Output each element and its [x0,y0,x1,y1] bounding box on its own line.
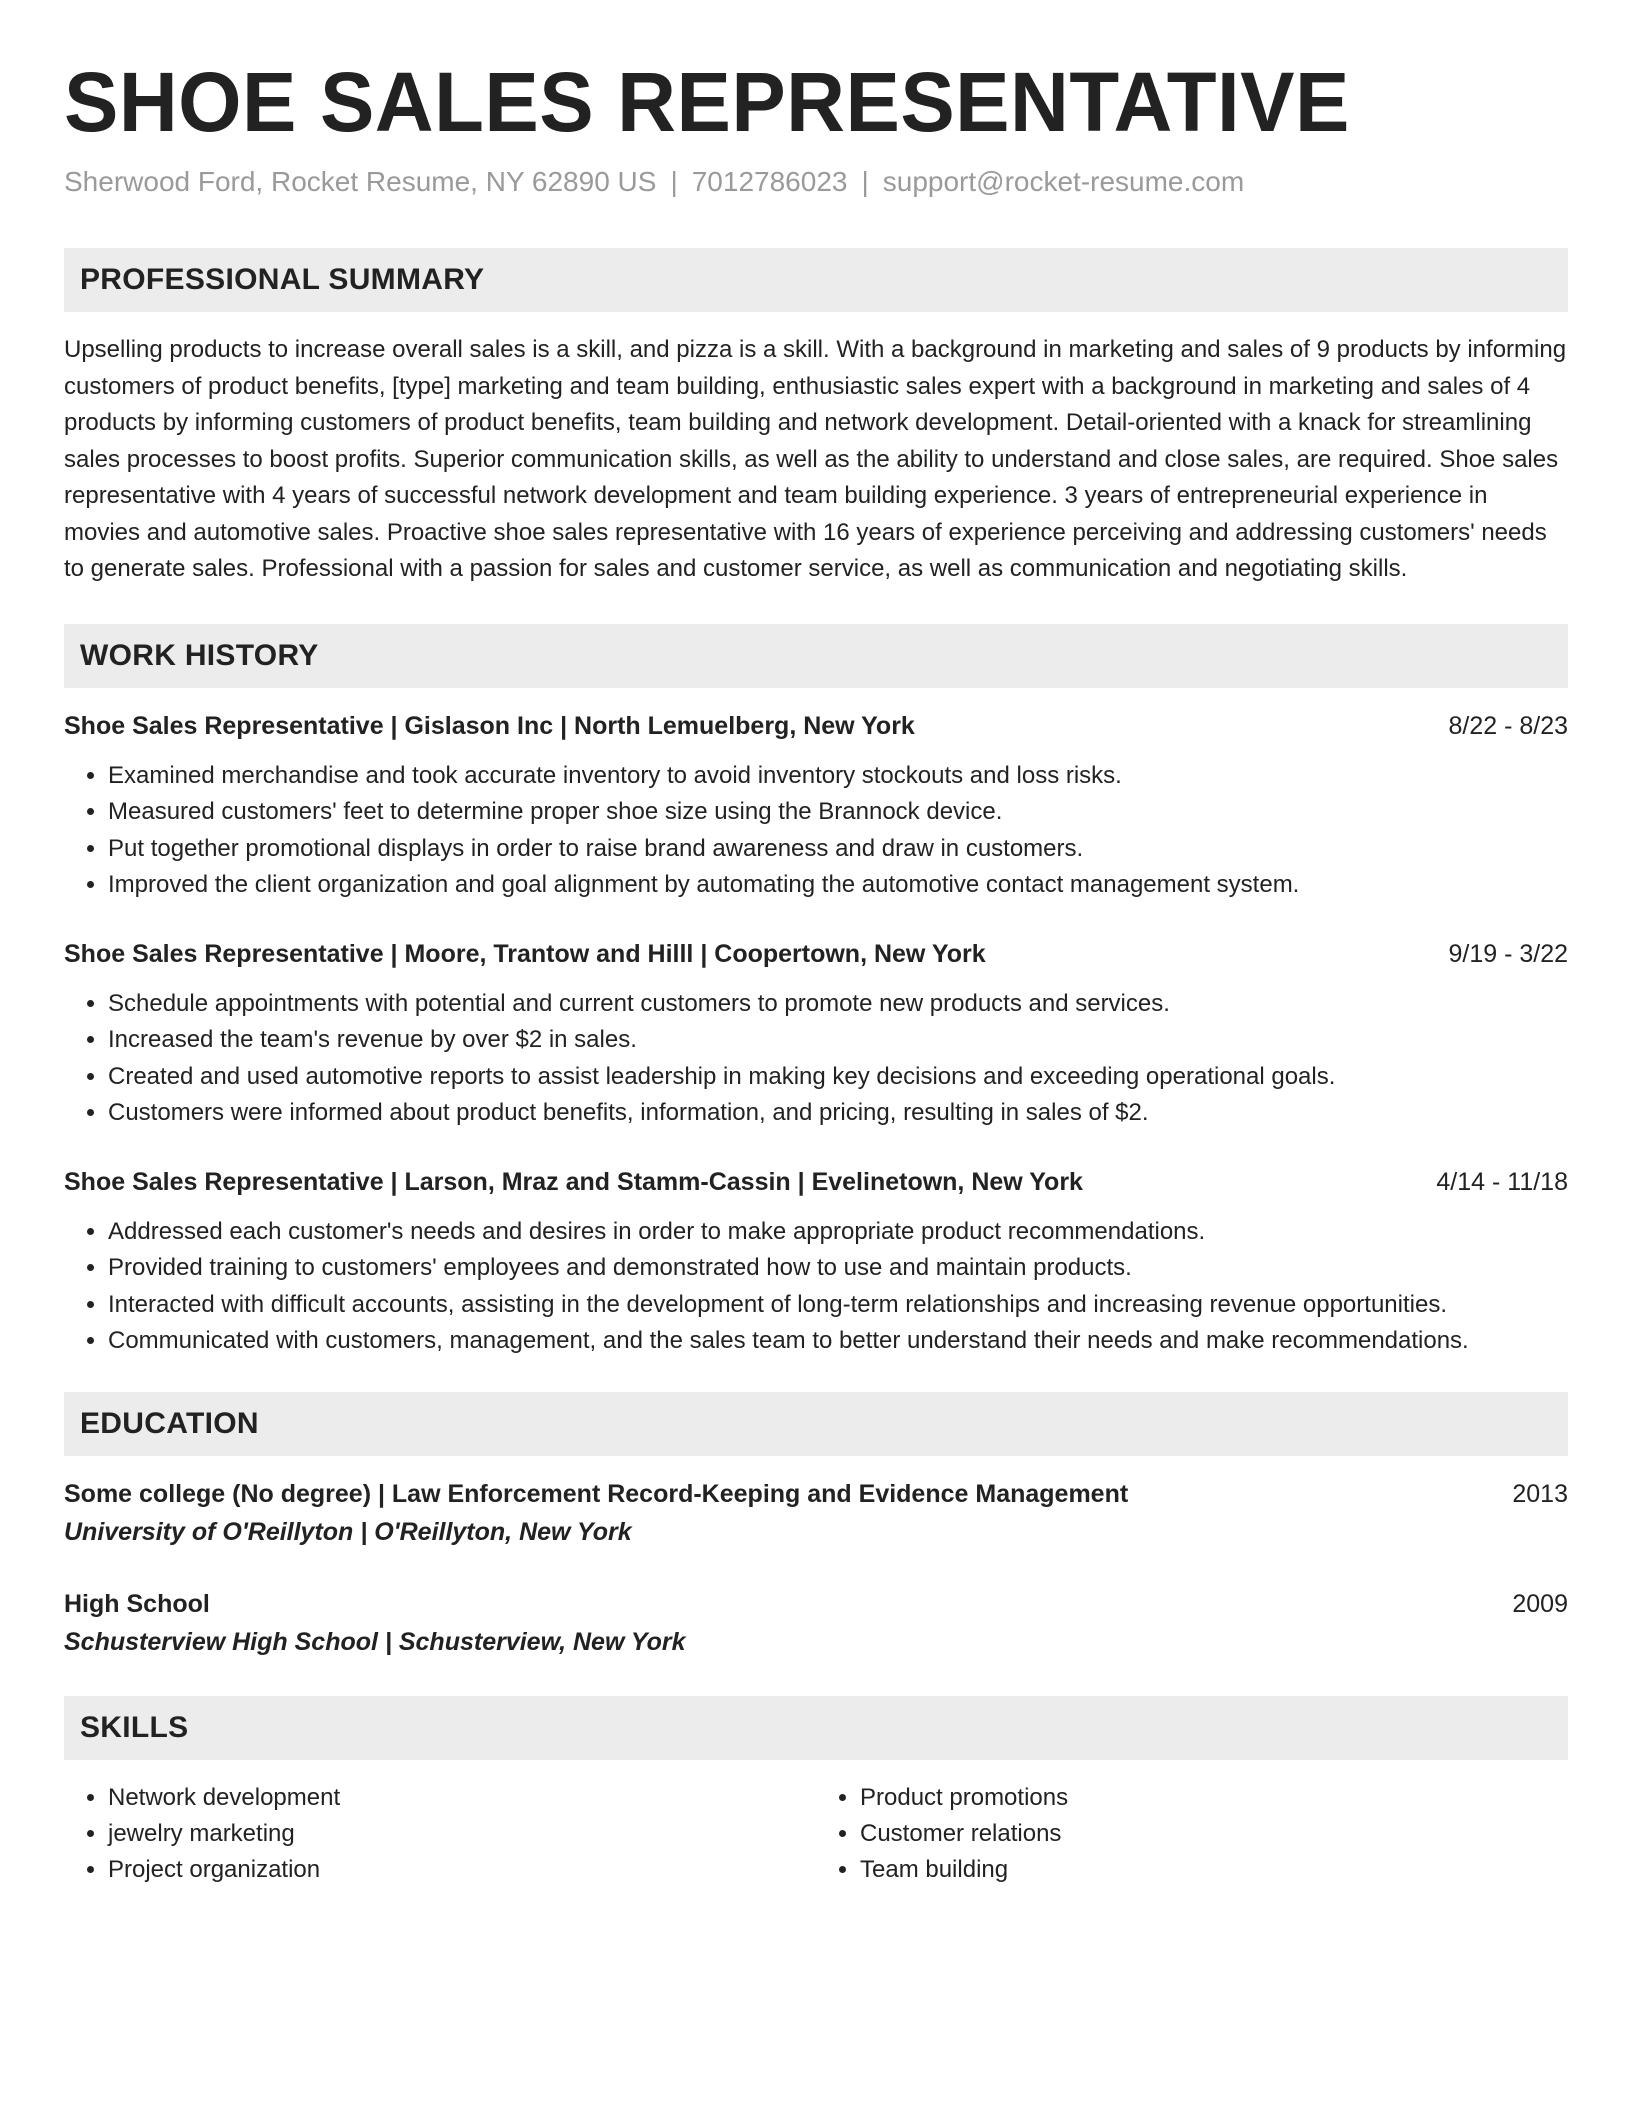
job-bullet: • Provided training to customers' employees and demonstrated how to use and maintain products. [108,1250,1568,1287]
job-entry [64,1164,1568,1360]
job-entry [64,708,1568,904]
job-bullets [64,758,1568,904]
section-header-skills: SKILLS [64,1696,1568,1760]
contact-line [64,166,1568,198]
contact-phone: 7012786023 [691,166,848,198]
candidate-name: SHOE SALES REPRESENTATIVE [64,55,1350,149]
education-year: 2009 [1512,1589,1568,1618]
skill-item: • Project organization [108,1852,816,1888]
education-entry [64,1586,1568,1662]
skill-item: • Network development [108,1780,816,1816]
skill-item: • Customer relations [860,1816,1568,1852]
job-header [64,708,1568,744]
section-header-summary: PROFESSIONAL SUMMARY [64,248,1568,312]
contact-address: Sherwood Ford, Rocket Resume, NY 62890 US [64,166,657,198]
job-bullet: • Addressed each customer's needs and desires in order to make appropriate product recommendations. [108,1214,1568,1251]
skills-column-right [816,1780,1568,1888]
education-degree: Some college (No degree) | Law Enforcement Record-Keeping and Evidence Management [64,1479,1129,1508]
job-entry [64,936,1568,1132]
job-title: Shoe Sales Representative | Moore, Trantow and Hilll | Coopertown, New York [64,939,986,968]
job-dates: 9/19 - 3/22 [1448,939,1568,968]
job-title: Shoe Sales Representative | Gislason Inc | North Lemuelberg, New York [64,711,915,740]
job-bullet: • Examined merchandise and took accurate inventory to avoid inventory stockouts and loss risks. [108,758,1568,795]
job-bullet: • Increased the team's revenue by over $2 in sales. [108,1022,1568,1059]
job-bullet: • Put together promotional displays in order to raise brand awareness and draw in customers. [108,831,1568,868]
education-school: University of O'Reillyton | O'Reillyton, New York [64,1517,632,1546]
education-school: Schusterview High School | Schusterview, New York [64,1627,686,1656]
skills-list [64,1780,1568,1888]
job-bullet: • Communicated with customers, management, and the sales team to better understand their needs and make recommendations. [108,1323,1568,1360]
section-header-education: EDUCATION [64,1392,1568,1456]
skills-column-left [64,1780,816,1888]
contact-separator: | [670,166,678,198]
skill-item: • Team building [860,1852,1568,1888]
education-degree: High School [64,1589,210,1618]
job-bullet: • Created and used automotive reports to assist leadership in making key decisions and exceeding operational goals. [108,1059,1568,1096]
job-bullet: • Measured customers' feet to determine proper shoe size using the Brannock device. [108,794,1568,831]
job-dates: 8/22 - 8/23 [1448,711,1568,740]
job-header [64,936,1568,972]
contact-separator: | [861,166,869,198]
job-bullet: • Interacted with difficult accounts, assisting in the development of long-term relationships and increasing revenue opportunities. [108,1287,1568,1324]
job-dates: 4/14 - 11/18 [1436,1167,1568,1196]
education-header [64,1476,1568,1512]
summary-text: Upselling products to increase overall sales is a skill, and pizza is a skill. With a background in marketing and sales of 9 products by informing customers of product benefits, [type] marketing and team building, enthusiastic sales expert with a background in marketing and sales of 4 products by informing customers of product benefits, team building and network development. Detail-oriented with a knack for streamlining sales processes to boost profits. Superior communication skills, as well as the ability to understand and close sales, are required. Shoe sales representative with 4 years of successful network development and team building experience. 3 years of entrepreneurial experience in movies and automotive sales. Proactive shoe sales representative with 16 years of experience perceiving and addressing customers' needs to generate sales. Professional with a passion for sales and customer service, as well as communication and negotiating skills. [64,336,1567,583]
job-title: Shoe Sales Representative | Larson, Mraz and Stamm-Cassin | Evelinetown, New York [64,1167,1083,1196]
skill-item: • Product promotions [860,1780,1568,1816]
education-entry [64,1476,1568,1552]
section-header-work-history: WORK HISTORY [64,624,1568,688]
education-year: 2013 [1512,1479,1568,1508]
contact-email: support@rocket-resume.com [882,166,1245,198]
education-header [64,1586,1568,1622]
job-bullets [64,986,1568,1132]
job-bullet: • Schedule appointments with potential and current customers to promote new products and services. [108,986,1568,1023]
job-bullet: • Customers were informed about product benefits, information, and pricing, resulting in sales of $2. [108,1095,1568,1132]
job-header [64,1164,1568,1200]
skill-item: • jewelry marketing [108,1816,816,1852]
job-bullets [64,1214,1568,1360]
job-bullet: • Improved the client organization and goal alignment by automating the automotive contact management system. [108,867,1568,904]
